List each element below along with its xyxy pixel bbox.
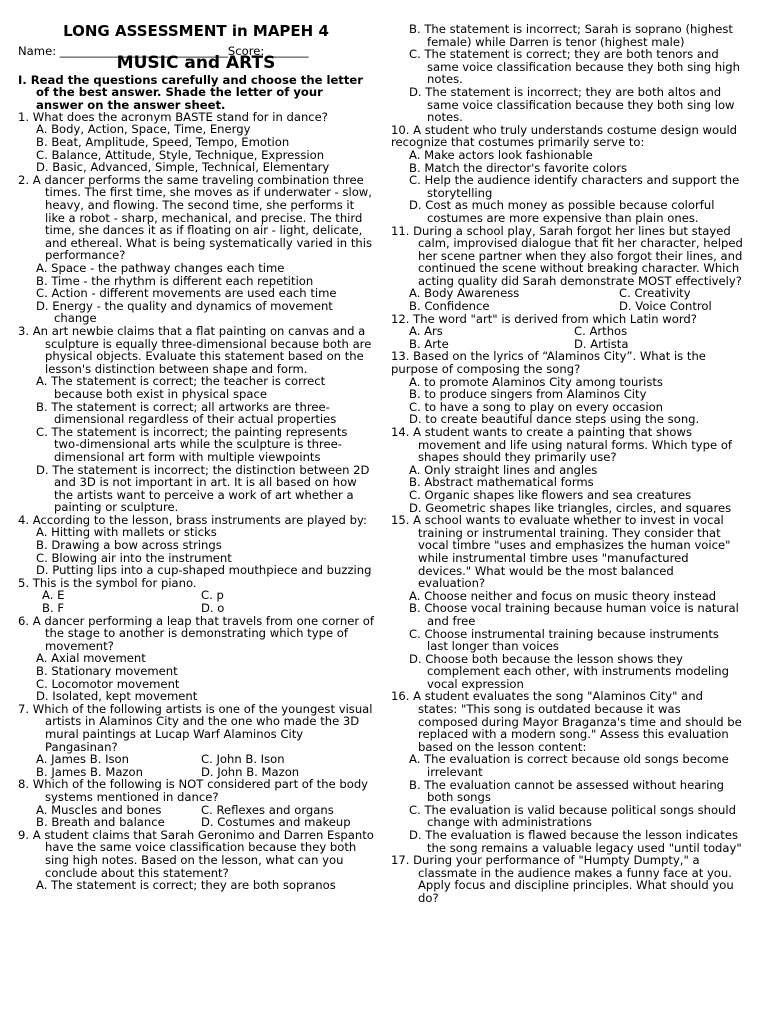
option-b: B. The statement is correct; all artworks are three-dimensional regardless of their actual properties (36, 399, 337, 427)
option-c: C. Choose instrumental training because instruments last longer than voices (409, 626, 719, 654)
question-7 (18, 703, 374, 779)
option-d: D. The statement is incorrect; they are both altos and same voice classification because they both sing low notes. (409, 84, 735, 125)
question-stem: 7. Which of the following artists is one of the youngest visual artists in Alaminos City and the one who made the 3D mural paintings at Lucap Warf Alaminos City Pangasinan? (18, 701, 373, 754)
option-a: A. Choose neither and focus on music theory instead (409, 588, 717, 603)
option-b: B. Beat, Amplitude, Speed, Tempo, Emotion (36, 135, 290, 150)
question-stem: 1. What does the acronym BASTE stand for in dance? (18, 109, 328, 124)
option-c: C. to have a song to play on every occasion (409, 399, 664, 414)
name-score-line: Name: _____________________________Score: _______ (18, 44, 309, 58)
question-stem: 3. An art newbie claims that a flat painting on canvas and a sculpture is equally three-dimensional because both are physical objects. Evaluate this statement based on the lesson's distinction between shape and form. (18, 323, 372, 376)
option-b: B. Confidence (409, 299, 490, 314)
option-d: D. The statement is incorrect; the distinction between 2D and 3D is not important in art. It is all based on how the artists want to perceive a work of art whether a painting or sculpture. (36, 462, 370, 515)
right-column (391, 23, 743, 905)
question-2 (18, 174, 374, 325)
option-a: A. James B. Ison (36, 752, 129, 767)
option-a: A. The statement is correct; the teacher is correct because both exist in physical space (36, 374, 326, 401)
option-c: C. Blowing air into the instrument (36, 550, 232, 565)
options-grid (391, 325, 743, 350)
question-10 (391, 124, 743, 225)
option-c: C. Balance, Attitude, Style, Technique, Expression (36, 147, 325, 162)
question-stem: 6. A dancer performing a leap that travels from one corner of the stage to another is demonstrating which type of movement? (18, 613, 374, 653)
option-c: C. Action - different movements are used each time (36, 286, 337, 301)
option-c: C. Creativity (619, 286, 691, 301)
question-stem: 11. During a school play, Sarah forgot her lines but stayed calm, improvised dialogue that fit her character, helped her scene partner when they also forgot their lines, and continued the scene without breaking character. Which acting quality did Sarah demonstrate MOST effectively? (391, 223, 743, 288)
question-12 (391, 313, 743, 351)
option-b: B. Time - the rhythm is different each repetition (36, 273, 314, 288)
option-d: D. Choose both because the lesson shows they complement each other, with instruments modeling vocal expression (409, 651, 730, 691)
option-a: A. Muscles and bones (36, 802, 162, 817)
question-stem: 10. A student who truly understands costume design would recognize that costumes primarily serve to: (391, 122, 738, 150)
question-stem: 9. A student claims that Sarah Geronimo and Darren Espanto have the same voice classification because they both sing high notes. Based on the lesson, what can you conclude about this statement? (18, 827, 374, 880)
option-a: A. Hitting with mallets or sticks (36, 525, 217, 540)
option-a: A. E (42, 588, 65, 603)
option-b: B. Drawing a bow across strings (36, 538, 222, 553)
option-a: A. Space - the pathway changes each time (36, 261, 285, 276)
directions: I. Read the questions carefully and choose the letter of the best answer. Shade the letter of your answer on the answer sheet. (18, 73, 363, 112)
question-8 (18, 778, 374, 828)
question-stem: 2. A dancer performs the same traveling combination three times. The first time, she moves as if underwater - slow, heavy, and flowing. The second time, she performs it like a robot - sharp, mechanical, and precise. The third time, she dances it as if floating on air - light, delicate, and ethereal. What is being systematically varied in this performance? (18, 172, 372, 263)
question-stem: 12. The word "art" is derived from which Latin word? (391, 311, 697, 326)
option-b: B. Match the director's favorite colors (409, 160, 628, 175)
question-5 (18, 577, 374, 615)
option-d: D. Basic, Advanced, Simple, Technical, Elementary (36, 160, 330, 175)
page-title: LONG ASSESSMENT in MAPEH 4 (63, 22, 329, 40)
option-c: C. Arthos (574, 324, 628, 339)
question-stem: 13. Based on the lyrics of “Alaminos City”. What is the purpose of composing the song? (391, 349, 706, 377)
option-c: C. Locomotor movement (36, 676, 180, 691)
option-c: C. John B. Ison (201, 752, 285, 767)
option-d: D. The evaluation is flawed because the lesson indicates the song remains a valuable legacy used "until today" (409, 828, 742, 855)
option-b: B. F (42, 601, 64, 616)
option-a: A. The evaluation is correct because old songs become irrelevant (409, 752, 729, 780)
question-9 (18, 829, 374, 892)
question-stem: 5. This is the symbol for piano. (18, 575, 197, 590)
question-16 (391, 690, 743, 854)
option-a: A. Make actors look fashionable (409, 147, 593, 162)
option-b: B. to produce singers from Alaminos City (409, 387, 647, 402)
question-13 (391, 350, 743, 426)
option-a: A. Body, Action, Space, Time, Energy (36, 122, 251, 137)
option-b: B. The evaluation cannot be assessed without hearing both songs (409, 777, 725, 805)
question-15 (391, 514, 743, 690)
option-d: D. Isolated, kept movement (36, 689, 198, 704)
option-a: A. Body Awareness (409, 286, 520, 301)
option-d: D. Energy - the quality and dynamics of movement change (36, 298, 333, 326)
question-17 (391, 854, 743, 904)
option-d: D. Geometric shapes like triangles, circles, and squares (409, 500, 732, 515)
question-stem: 4. According to the lesson, brass instruments are played by: (18, 512, 367, 527)
option-a: A. Ars (409, 324, 443, 339)
options-grid (391, 287, 743, 312)
option-a: A. Axial movement (36, 651, 146, 666)
options-grid (18, 804, 374, 829)
option-b: B. Stationary movement (36, 664, 178, 679)
subject-subtitle: MUSIC and ARTS (116, 53, 276, 73)
question-stem: 17. During your performance of "Humpty Dumpty," a classmate in the audience makes a funny face at you. Apply focus and discipline principles. What should you do? (391, 853, 734, 905)
option-c: C. Help the audience identify characters and support the storytelling (409, 173, 740, 200)
question-stem: 8. Which of the following is NOT considered part of the body systems mentioned in dance? (18, 777, 369, 804)
option-c: C. Organic shapes like flowers and sea creatures (409, 487, 692, 502)
option-c: C. The statement is incorrect; the painting represents two-dimensional arts while the sculpture is three-dimensional art form with multiple viewpoints (36, 424, 348, 464)
option-a: A. Only straight lines and angles (409, 462, 598, 477)
option-c: C. Reflexes and organs (201, 802, 334, 817)
option-b: B. The statement is incorrect; Sarah is soprano (highest female) while Darren is tenor (highest male) (409, 22, 733, 49)
option-d: D. Cost as much money as possible because colorful costumes are more expensive than plain ones. (409, 198, 715, 225)
option-d: D. Voice Control (619, 299, 712, 314)
question-stem: 16. A student evaluates the song "Alaminos City" and states: "This song is outdated because it was composed during Mayor Braganza's time and should be replaced with a modern song." Assess this evaluation based on the lesson content: (391, 689, 742, 754)
question-stem: 14. A student wants to create a painting that shows movement and life using natural forms. Which type of shapes should they primarily use? (391, 425, 732, 465)
left-column (18, 22, 374, 892)
option-b: B. Abstract mathematical forms (409, 475, 594, 490)
options-grid (18, 589, 374, 614)
question-stem: 15. A school wants to evaluate whether to invest in vocal training or instrumental training. They consider that vocal timbre "uses and emphasizes the human voice" while instrumental timbre uses "manufactured devices." What would be the most balanced evaluation? (391, 513, 731, 591)
option-c: C. The evaluation is valid because political songs should change with administrations (409, 802, 736, 830)
option-d: D. to create beautiful dance steps using the song. (409, 412, 700, 427)
option-c: C. The statement is correct; they are both tenors and same voice classification because they both sing high notes. (409, 47, 741, 87)
option-d: D. John B. Mazon (201, 764, 300, 779)
option-d: D. Putting lips into a cup-shaped mouthpiece and buzzing (36, 563, 372, 578)
option-a: A. to promote Alaminos City among tourists (409, 374, 663, 389)
option-d: D. Costumes and makeup (201, 815, 351, 830)
option-c: C. p (201, 588, 224, 603)
option-b: B. Choose vocal training because human voice is natural and free (409, 601, 739, 628)
option-d: D. o (201, 601, 225, 616)
option-b: B. James B. Mazon (36, 764, 143, 779)
question-14 (391, 426, 743, 514)
option-b: B. Arte (409, 336, 449, 351)
option-a: A. The statement is correct; they are both sopranos (36, 878, 336, 893)
options-grid (18, 753, 374, 778)
question-1 (18, 111, 374, 174)
option-d: D. Artista (574, 336, 629, 351)
question-6 (18, 615, 374, 703)
question-9-continued (391, 23, 743, 124)
question-4 (18, 514, 374, 577)
option-b: B. Breath and balance (36, 815, 165, 830)
question-3 (18, 325, 374, 514)
question-11 (391, 225, 743, 313)
